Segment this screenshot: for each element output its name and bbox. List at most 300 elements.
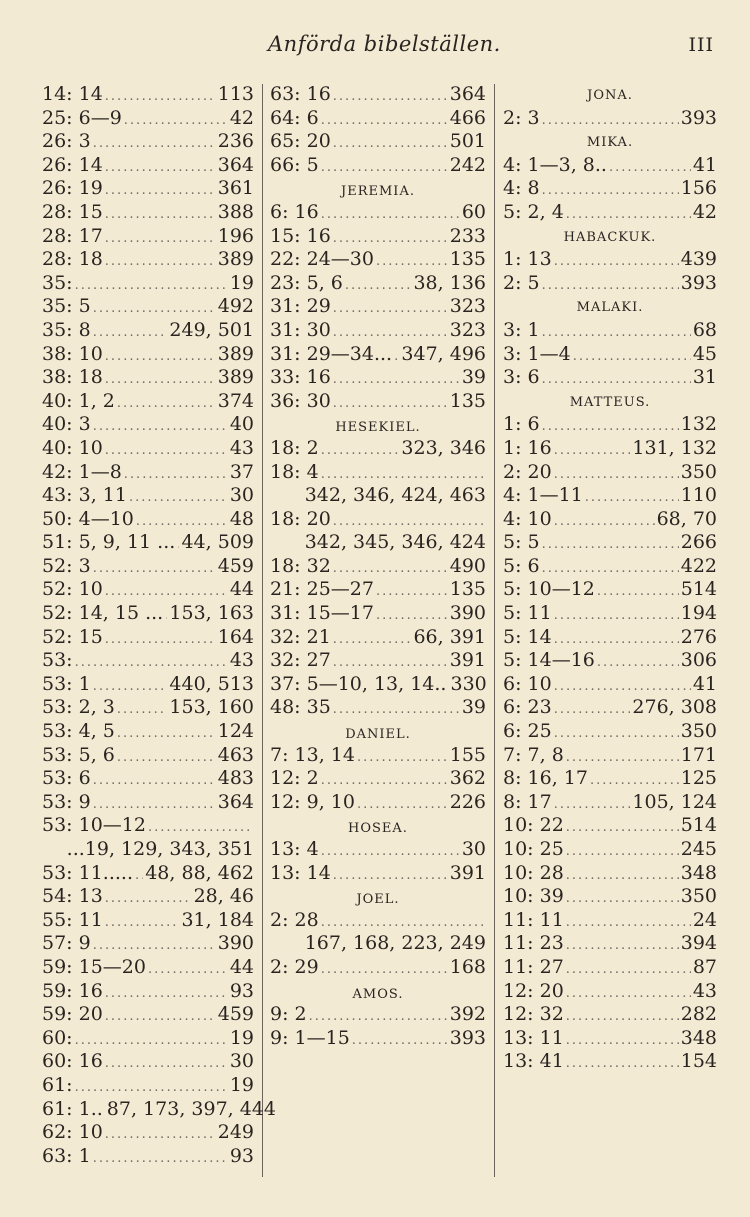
dot-leader <box>333 227 448 251</box>
dot-leader <box>105 368 216 392</box>
verse-reference: 15: 16 <box>270 224 331 247</box>
dot-leader <box>105 1005 216 1029</box>
index-entry <box>42 1027 254 1051</box>
index-entry <box>42 909 254 933</box>
page-numbers: 45 <box>692 342 717 365</box>
verse-reference: 31: 30 <box>270 318 331 341</box>
verse-reference: 9: 2 <box>270 1003 307 1026</box>
dot-leader <box>93 675 168 699</box>
dot-leader <box>93 1147 228 1171</box>
page-numbers: 44, 509 <box>181 531 254 554</box>
page-numbers: 24 <box>692 908 717 931</box>
dot-leader <box>566 934 679 958</box>
dot-leader <box>376 604 448 628</box>
dot-leader <box>333 510 484 534</box>
dot-leader <box>105 887 192 911</box>
dot-leader <box>566 958 691 982</box>
dot-leader <box>93 297 216 321</box>
index-entry <box>42 1050 254 1074</box>
dot-leader <box>566 1052 679 1076</box>
verse-reference: 53: 4, 5 <box>42 720 115 743</box>
dot-leader <box>566 911 691 935</box>
index-entry <box>503 1050 717 1074</box>
verse-reference: 40: 1, 2 <box>42 389 115 412</box>
dot-leader <box>93 557 216 581</box>
verse-reference: 6: 23 <box>503 696 552 719</box>
page-numbers: 362 <box>449 767 486 790</box>
dot-leader <box>93 132 216 156</box>
verse-reference: 26: 19 <box>42 177 103 200</box>
verse-reference: 59: 16 <box>42 979 103 1002</box>
page-numbers: 249 <box>217 1121 254 1144</box>
page-numbers: 105, 124 <box>632 790 717 813</box>
index-entry <box>270 461 486 485</box>
index-entry <box>503 578 717 602</box>
index-entry <box>503 862 717 886</box>
verse-reference: 11: 11 <box>503 908 564 931</box>
verse-reference: 2: 28 <box>270 908 319 931</box>
dot-leader <box>542 321 691 345</box>
page-numbers: 38, 136 <box>413 271 486 294</box>
verse-reference: 3: 6 <box>503 366 540 389</box>
verse-reference: 26: 14 <box>42 153 103 176</box>
index-entry <box>42 248 254 272</box>
verse-reference: 42: 1—8 <box>42 460 122 483</box>
verse-reference: 9: 1—15 <box>270 1026 350 1049</box>
index-entry <box>270 696 486 720</box>
dot-leader <box>177 533 179 557</box>
verse-reference: 52: 15 <box>42 625 103 648</box>
page-numbers: 361 <box>217 177 254 200</box>
dot-leader <box>333 321 448 345</box>
index-entry <box>503 980 717 1004</box>
verse-reference: 1: 6 <box>503 413 540 436</box>
verse-reference: 14: 14 <box>42 83 103 105</box>
book-heading: DANIEL. <box>345 727 411 743</box>
dot-leader <box>357 746 448 770</box>
index-entry <box>270 1027 486 1051</box>
page-numbers: 393 <box>680 106 717 129</box>
verse-reference: 31: 29 <box>270 295 331 318</box>
dot-leader <box>321 463 484 487</box>
dot-leader <box>105 580 228 604</box>
dot-leader <box>333 628 412 652</box>
dot-leader <box>542 179 679 203</box>
dot-leader <box>566 982 691 1006</box>
index-entry <box>503 932 717 956</box>
verse-reference: 53: 5, 6 <box>42 743 115 766</box>
page-numbers: 342, 345, 346, 424 <box>304 531 486 554</box>
index-entry <box>503 107 717 131</box>
verse-reference: 11: 27 <box>503 955 564 978</box>
verse-reference: 52: 3 <box>42 554 91 577</box>
page-numbers: 323, 346 <box>401 436 486 459</box>
dot-leader <box>124 109 228 133</box>
index-entry <box>270 1003 486 1027</box>
index-entry <box>42 814 254 838</box>
index-entry <box>270 838 486 862</box>
verse-reference: 66: 5 <box>270 153 319 176</box>
verse-reference: 5: 11 <box>503 602 552 625</box>
dot-leader <box>321 439 400 463</box>
dot-leader <box>333 85 448 109</box>
index-entry <box>270 319 486 343</box>
dot-leader <box>566 887 679 911</box>
index-entry <box>270 862 486 886</box>
page-numbers: 236 <box>217 130 254 153</box>
index-entry <box>42 744 254 768</box>
book-heading: JOEL. <box>356 892 400 908</box>
page-numbers: 393 <box>449 1026 486 1049</box>
page-numbers: 390 <box>449 602 486 625</box>
index-entry <box>42 1097 277 1122</box>
book-heading: JONA. <box>587 88 633 103</box>
index-entry <box>503 413 717 437</box>
dot-leader <box>542 533 679 557</box>
verse-reference: 33: 16 <box>270 366 331 389</box>
running-title: Anförda bibelställen. <box>268 32 501 56</box>
page-numbers: 391 <box>449 861 486 884</box>
verse-reference: 28: 15 <box>42 200 103 223</box>
index-entry <box>270 744 486 768</box>
verse-reference: 6: 16 <box>270 200 319 223</box>
verse-reference: 3: 1—4 <box>503 342 571 365</box>
dot-leader <box>117 698 168 722</box>
index-entry <box>503 649 717 673</box>
index-entry <box>42 154 254 178</box>
index-entry <box>503 272 717 296</box>
verse-reference: 31: 29—34... <box>270 342 393 365</box>
verse-reference: 53: 11..... <box>42 861 133 884</box>
page-header <box>0 30 750 64</box>
page-numbers: 155 <box>449 743 486 766</box>
page-numbers: 41 <box>692 153 717 176</box>
book-heading: HESEKIEL. <box>335 420 421 436</box>
verse-reference: 35: <box>42 271 73 294</box>
page-numbers: 390 <box>217 932 254 955</box>
verse-reference: 1: 13 <box>503 248 552 271</box>
verse-reference: 43: 3, 11 <box>42 484 127 507</box>
index-entry <box>503 201 717 225</box>
dot-leader <box>117 722 216 746</box>
index-entry-continuation <box>270 531 486 555</box>
page-numbers: 393 <box>680 271 717 294</box>
page-numbers: 30 <box>229 484 254 507</box>
dot-leader <box>542 415 679 439</box>
page-numbers: 31 <box>692 366 717 389</box>
verse-reference: 18: 2 <box>270 436 319 459</box>
page-numbers: 374 <box>217 389 254 412</box>
page-numbers: 514 <box>680 814 717 837</box>
index-entry <box>270 83 486 107</box>
dot-leader <box>75 1076 228 1100</box>
verse-reference: 40: 3 <box>42 413 91 436</box>
index-entry <box>270 366 486 390</box>
page-numbers: 364 <box>217 790 254 813</box>
page-numbers: 276, 308 <box>632 696 717 719</box>
dot-leader <box>136 510 228 534</box>
index-entry <box>42 696 254 720</box>
page-numbers: 48, 88, 462 <box>145 861 254 884</box>
index-entry <box>42 437 254 461</box>
dot-leader <box>333 297 448 321</box>
verse-reference: 4: 1—3, 8.. <box>503 153 607 176</box>
verse-reference: 38: 10 <box>42 342 103 365</box>
index-entry <box>42 508 254 532</box>
index-entry <box>270 343 486 367</box>
verse-reference: 12: 2 <box>270 767 319 790</box>
index-entry <box>42 720 254 744</box>
verse-reference: 5: 2, 4 <box>503 200 564 223</box>
verse-reference: 8: 17 <box>503 790 552 813</box>
page-numbers: 135 <box>449 248 486 271</box>
page-numbers: 276 <box>680 625 717 648</box>
index-entry <box>503 248 717 272</box>
verse-reference: 48: 35 <box>270 696 331 719</box>
dot-leader <box>554 793 631 817</box>
index-entry <box>270 154 486 178</box>
dot-leader <box>345 274 412 298</box>
page-numbers: 31, 184 <box>181 908 254 931</box>
index-entry <box>42 1074 254 1098</box>
dot-leader <box>93 793 216 817</box>
index-entry <box>42 107 254 131</box>
page-numbers: 459 <box>217 554 254 577</box>
page-numbers: 490 <box>449 554 486 577</box>
page-numbers: 39 <box>461 366 486 389</box>
index-entry <box>503 1027 717 1051</box>
page-numbers: 125 <box>680 767 717 790</box>
verse-reference: 65: 20 <box>270 130 331 153</box>
page-numbers: 249, 501 <box>169 318 254 341</box>
dot-leader <box>321 958 448 982</box>
page-numbers: 492 <box>217 295 254 318</box>
page-numbers: 389 <box>217 342 254 365</box>
verse-reference: 59: 20 <box>42 1003 103 1026</box>
dot-leader <box>105 1123 216 1147</box>
index-entry <box>503 1003 717 1027</box>
dot-leader <box>105 85 216 109</box>
dot-leader <box>105 439 228 463</box>
verse-reference: 54: 13 <box>42 885 103 908</box>
index-entry <box>270 673 486 697</box>
index-entry <box>503 720 717 744</box>
index-entry <box>42 767 254 791</box>
page-numbers: 171 <box>680 743 717 766</box>
book-heading: MALAKI. <box>576 300 644 316</box>
page-numbers: 388 <box>217 200 254 223</box>
page-numbers: 440, 513 <box>169 672 254 695</box>
index-entry <box>270 555 486 579</box>
page-numbers: 44 <box>229 578 254 601</box>
verse-reference: 57: 9 <box>42 932 91 955</box>
index-entry <box>42 673 254 697</box>
index-entry <box>503 696 717 720</box>
page-numbers: 348 <box>680 1026 717 1049</box>
index-entry <box>270 248 486 272</box>
verse-reference: 11: 23 <box>503 932 564 955</box>
index-entry <box>42 343 254 367</box>
page-numbers: 87, 173, 397, 444 <box>106 1097 277 1120</box>
verse-reference: 40: 10 <box>42 436 103 459</box>
verse-reference: 6: 10 <box>503 672 552 695</box>
index-entry <box>503 602 717 626</box>
verse-reference: 35: 8 <box>42 318 91 341</box>
index-entry <box>42 531 254 555</box>
index-entry <box>503 791 717 815</box>
index-entry <box>42 177 254 201</box>
index-entry <box>270 201 486 225</box>
index-entry <box>270 390 486 414</box>
index-entry <box>503 767 717 791</box>
book-heading: MATTEUS. <box>569 394 651 410</box>
page-numbers: 364 <box>449 83 486 105</box>
index-entry <box>270 956 486 980</box>
index-entry <box>42 980 254 1004</box>
verse-reference: 10: 39 <box>503 885 564 908</box>
book-heading: MIKA. <box>586 135 634 151</box>
dot-leader <box>105 227 216 251</box>
dot-leader <box>376 580 448 604</box>
dot-leader <box>105 982 228 1006</box>
dot-leader <box>566 1005 679 1029</box>
page-numbers: 43 <box>692 979 717 1002</box>
verse-reference: 2: 29 <box>270 955 319 978</box>
dot-leader <box>148 958 228 982</box>
index-entry <box>503 508 717 532</box>
verse-reference: 22: 24—30 <box>270 248 374 271</box>
page-numbers: 93 <box>229 1144 254 1167</box>
index-entry <box>270 602 486 626</box>
dot-leader <box>554 604 679 628</box>
dot-leader <box>321 911 484 935</box>
verse-reference: 52: 10 <box>42 578 103 601</box>
dot-leader <box>333 132 448 156</box>
page-number: III <box>688 34 714 56</box>
index-entry <box>42 390 254 414</box>
dot-leader <box>75 1029 228 1053</box>
dot-leader <box>376 250 448 274</box>
index-entry <box>503 956 717 980</box>
index-entry <box>503 319 717 343</box>
index-entry <box>270 626 486 650</box>
page-numbers: 196 <box>217 224 254 247</box>
dot-leader <box>554 250 679 274</box>
dot-leader <box>309 1005 448 1029</box>
dot-leader <box>333 651 448 675</box>
index-entry <box>503 461 717 485</box>
verse-reference: 37: 5—10, 13, 14.. <box>270 672 447 695</box>
page-numbers: 282 <box>680 1003 717 1026</box>
dot-leader <box>117 746 216 770</box>
index-entry <box>42 319 254 343</box>
dot-leader <box>75 274 228 298</box>
verse-reference: 13: 11 <box>503 1026 564 1049</box>
page-numbers: 42 <box>229 106 254 129</box>
dot-leader <box>333 368 460 392</box>
index-entry <box>503 177 717 201</box>
page-numbers: 60 <box>461 200 486 223</box>
dot-leader <box>105 1052 228 1076</box>
page-numbers: 164 <box>217 625 254 648</box>
page-numbers: 391 <box>449 649 486 672</box>
dot-leader <box>321 203 460 227</box>
page-numbers: 66, 391 <box>413 625 486 648</box>
index-entry <box>270 508 486 532</box>
index-entry <box>503 343 717 367</box>
verse-reference: 25: 6—9 <box>42 106 122 129</box>
page-numbers: 389 <box>217 248 254 271</box>
verse-reference: 21: 25—27 <box>270 578 374 601</box>
page-numbers: 28, 46 <box>193 885 254 908</box>
verse-reference: 63: 16 <box>270 83 331 105</box>
verse-reference: 10: 25 <box>503 838 564 860</box>
verse-reference: 62: 10 <box>42 1121 103 1144</box>
index-entry <box>42 602 254 626</box>
dot-leader <box>321 156 448 180</box>
dot-leader <box>566 203 691 227</box>
page-numbers: 30 <box>461 838 486 860</box>
dot-leader <box>357 793 448 817</box>
index-entry <box>42 201 254 225</box>
verse-reference: 60: <box>42 1026 73 1049</box>
page-numbers: 350 <box>680 720 717 743</box>
index-entry <box>503 909 717 933</box>
page-numbers: 167, 168, 223, 249 <box>304 932 486 955</box>
page-numbers: 135 <box>449 578 486 601</box>
page-numbers: 350 <box>680 460 717 483</box>
dot-leader <box>609 156 691 180</box>
page-numbers: 364 <box>217 153 254 176</box>
verse-reference: 13: 41 <box>503 1050 564 1073</box>
page-numbers: 514 <box>680 578 717 601</box>
dot-leader <box>554 463 679 487</box>
index-entry <box>270 130 486 154</box>
index-entry <box>42 484 254 508</box>
index-entry <box>270 649 486 673</box>
verse-reference: 2: 20 <box>503 460 552 483</box>
verse-reference: 50: 4—10 <box>42 507 134 530</box>
verse-reference: 51: 5, 9, 11 ... <box>42 531 176 554</box>
verse-reference: 6: 25 <box>503 720 552 743</box>
verse-reference: 12: 32 <box>503 1003 564 1026</box>
dot-leader <box>333 698 460 722</box>
verse-reference: 7: 13, 14 <box>270 743 355 766</box>
index-entry <box>42 1003 254 1027</box>
page-numbers: 342, 346, 424, 463 <box>304 484 486 507</box>
dot-leader <box>542 557 679 581</box>
index-entry <box>503 437 717 461</box>
page-numbers: 242 <box>449 153 486 176</box>
page-numbers: 124 <box>217 720 254 743</box>
verse-reference: 5: 14—16 <box>503 649 595 672</box>
verse-reference: 36: 30 <box>270 389 331 412</box>
dot-leader <box>554 439 631 463</box>
page-numbers: 43 <box>229 436 254 459</box>
verse-reference: 53: 1 <box>42 672 91 695</box>
dot-leader <box>542 274 679 298</box>
verse-reference: 53: 10—12 <box>42 814 146 837</box>
dot-leader <box>566 864 679 888</box>
dot-leader <box>117 392 216 416</box>
dot-leader <box>554 698 631 722</box>
page-numbers: 501 <box>449 130 486 153</box>
dot-leader <box>321 769 448 793</box>
page-numbers: 245 <box>680 838 717 860</box>
page-numbers: 135 <box>449 389 486 412</box>
page-numbers: 132 <box>680 413 717 436</box>
verse-reference: 4: 8 <box>503 177 540 200</box>
